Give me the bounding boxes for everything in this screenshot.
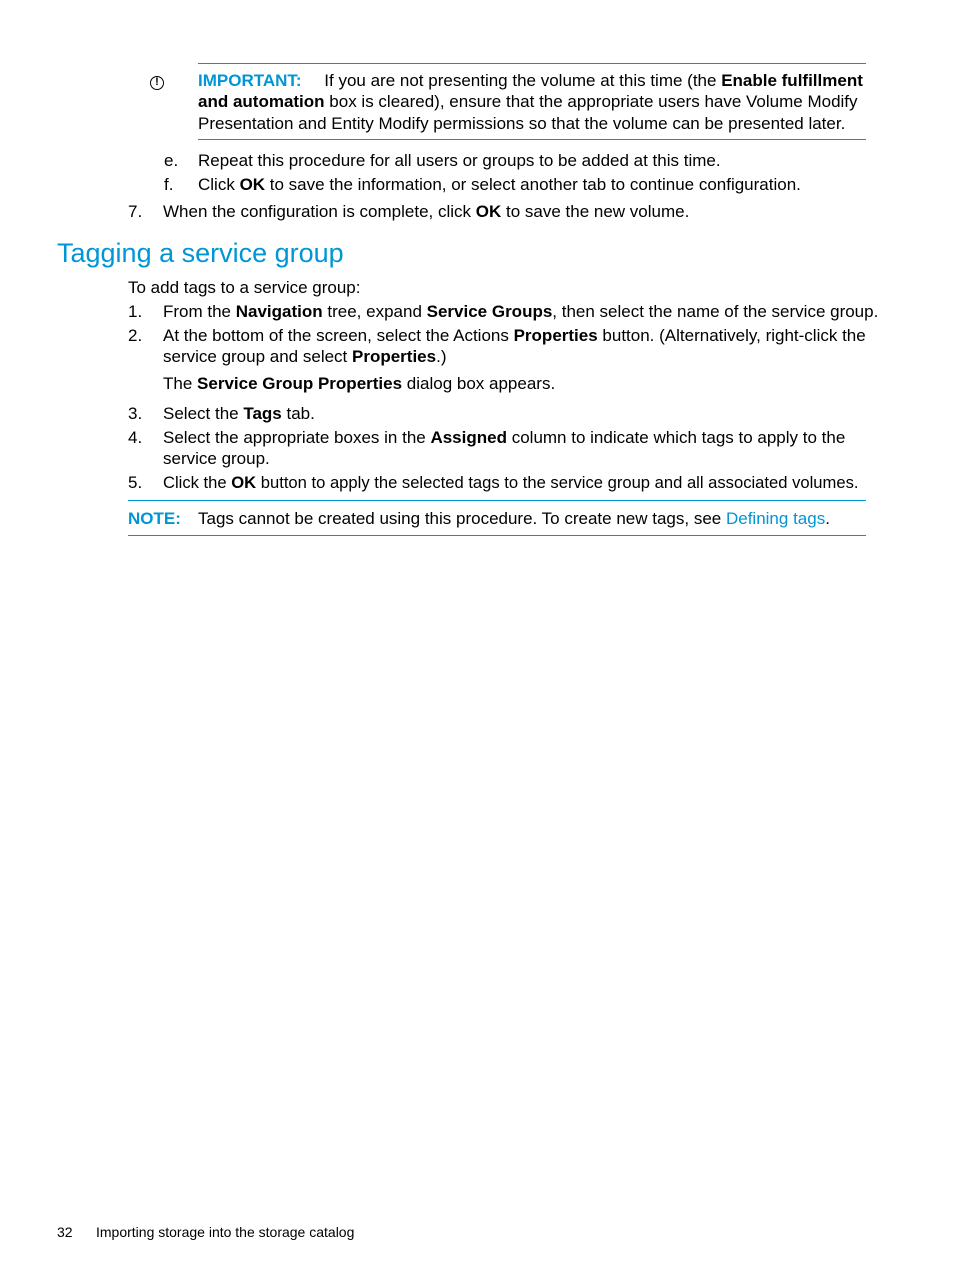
important-label: IMPORTANT: <box>198 71 302 90</box>
step-3-marker: 3. <box>128 404 143 423</box>
important-top-rule <box>198 63 866 64</box>
note-bottom-rule <box>128 535 866 536</box>
step-3-text: Select the Tags tab. <box>163 404 315 423</box>
substep-e-text: Repeat this procedure for all users or groups to be added at this time. <box>198 151 721 170</box>
step-2-text-line-2: service group and select Properties.) <box>163 347 447 366</box>
step-4-text-line-1: Select the appropriate boxes in the Assigned column to indicate which tags to apply to the <box>163 428 846 447</box>
step-1-marker: 1. <box>128 302 143 321</box>
important-line-2: and automation box is cleared), ensure that the appropriate users have Volume Modify <box>198 92 858 111</box>
step-2-text-line-1: At the bottom of the screen, select the Actions Properties button. (Alternatively, right-click the <box>163 326 866 345</box>
substep-f-marker: f. <box>164 175 174 194</box>
step-7-marker: 7. <box>128 202 143 221</box>
step-4-marker: 4. <box>128 428 143 447</box>
important-bottom-rule <box>198 139 866 140</box>
step-5-text: Click the OK button to apply the selected tags to the service group and all associated volumes. <box>163 473 859 492</box>
step-5-marker: 5. <box>128 473 143 492</box>
section-intro: To add tags to a service group: <box>128 278 361 297</box>
step-1-text: From the Navigation tree, expand Service Groups, then select the name of the service group. <box>163 302 879 321</box>
step-7-text: When the configuration is complete, click OK to save the new volume. <box>163 202 690 221</box>
section-title: Tagging a service group <box>57 238 344 268</box>
substep-f-text: Click OK to save the information, or select another tab to continue configuration. <box>198 175 801 194</box>
step-2-marker: 2. <box>128 326 143 345</box>
important-line-3: Presentation and Entity Modify permissions so that the volume can be presented later. <box>198 114 846 133</box>
exclamation-circle-icon: ! <box>150 76 164 90</box>
note-top-rule <box>128 500 866 501</box>
footer-chapter-title: Importing storage into the storage catalog <box>96 1224 355 1240</box>
note-text: Tags cannot be created using this procedure. To create new tags, see Defining tags. <box>198 509 830 528</box>
note-label: NOTE: <box>128 509 181 528</box>
important-line-1: IMPORTANT: If you are not presenting the volume at this time (the Enable fulfillment <box>198 71 863 90</box>
step-2-result: The Service Group Properties dialog box appears. <box>163 374 556 393</box>
defining-tags-link[interactable]: Defining tags <box>725 509 826 528</box>
page-number: 32 <box>57 1224 73 1240</box>
substep-e-marker: e. <box>164 151 179 170</box>
step-4-text-line-2: service group. <box>163 449 270 468</box>
